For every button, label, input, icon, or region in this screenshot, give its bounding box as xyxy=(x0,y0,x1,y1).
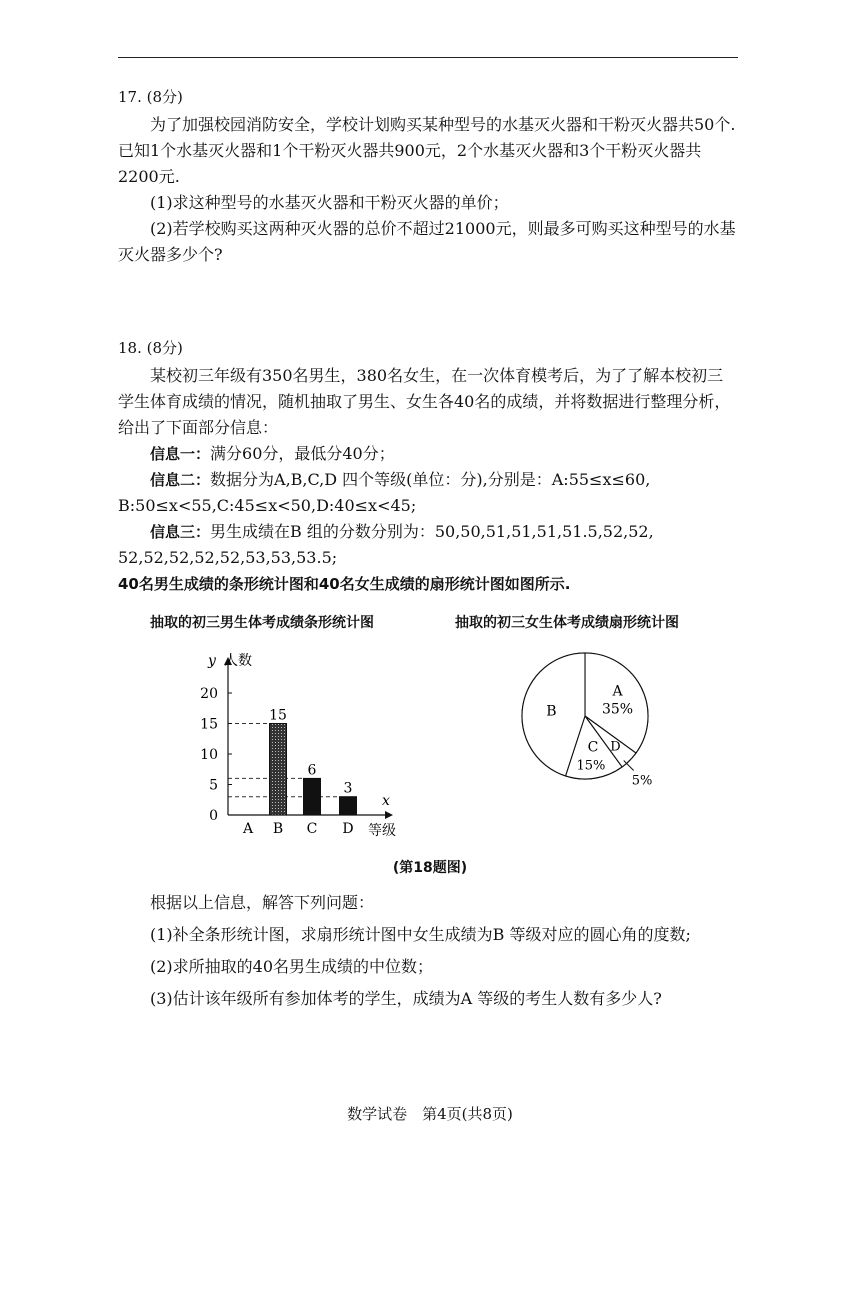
q17-intro: 为了加强校园消防安全，学校计划购买某种型号的水基灭火器和干粉灭火器共50个.已知1个水基灭火器和1个干粉灭火器共900元，2个水基灭火器和3个干粉灭火器共2200元. xyxy=(118,115,736,186)
q18-intro: 某校初三年级有350名男生，380名女生，在一次体育模考后，为了了解本校初三学生体育成绩的情况，随机抽取了男生、女生各40名的成绩，并将数据进行整理分析，给出了下面部分信息： xyxy=(118,366,731,437)
bar-D xyxy=(340,797,357,815)
q18-part1: (1)补全条形统计图，求扇形统计图中女生成绩为B 等级对应的圆心角的度数; xyxy=(150,925,691,944)
info2-label: 信息二： xyxy=(150,471,211,489)
pie-chart-caption: 抽取的初三女生体考成绩扇形统计图 xyxy=(455,615,679,631)
bar-B xyxy=(270,724,287,816)
y-tick-label-10: 10 xyxy=(200,747,218,763)
chart-captions xyxy=(150,612,710,636)
pie-label-C: C xyxy=(587,739,599,756)
bar-chart xyxy=(190,645,420,845)
q18-part3: (3)估计该年级所有参加体考的学生，成绩为A 等级的考生人数有多少人? xyxy=(150,989,662,1008)
pie-label-A: A xyxy=(612,683,623,700)
info3-text: 男生成绩在B 组的分数分别为：50,50,51,51,51,51.5,52,52, 52,52,52,52,52,53,53,53.5; xyxy=(118,522,654,567)
info2-text: 数据分为A,B,C,D 四个等级(单位：分),分别是：A:55≤x≤60, B:50≤x<55,C:45≤x<50,D:40≤x<45; xyxy=(118,470,651,515)
pie-label-B: B xyxy=(546,703,557,720)
x-tick-label-D: D xyxy=(342,821,354,837)
y-axis-label: 人数 xyxy=(224,653,252,669)
pie-chart xyxy=(510,648,680,798)
bar-value-label-D: 3 xyxy=(343,780,353,797)
y-tick-label-15: 15 xyxy=(200,716,218,733)
pie-label-D: D xyxy=(610,739,621,755)
q17-part1: (1)求这种型号的水基灭火器和干粉灭火器的单价； xyxy=(150,193,509,212)
q18-info1 xyxy=(118,441,738,467)
y-tick-label-0: 0 xyxy=(209,808,218,824)
top-rule xyxy=(118,57,738,58)
y-tick-label-5: 5 xyxy=(209,777,218,794)
pie-percent-A: 35% xyxy=(601,701,634,718)
q18-chart-intro: 40名男生成绩的条形统计图和40名女生成绩的扇形统计图如图所示. xyxy=(118,575,571,593)
q18-questions xyxy=(118,890,738,1012)
info1-label: 信息一： xyxy=(150,445,211,463)
q18-prompt: 根据以上信息，解答下列问题： xyxy=(150,893,375,912)
q18-info3 xyxy=(118,519,738,571)
x-axis-symbol: x xyxy=(382,793,390,809)
x-tick-label-B: B xyxy=(272,821,284,837)
q18-info2 xyxy=(118,467,738,519)
q17-heading: 17. (8分) xyxy=(118,88,183,106)
q18-heading: 18. (8分) xyxy=(118,339,183,357)
q17-part2: (2)若学校购买这两种灭火器的总价不超过21000元，则最多可购买这种型号的水基灭火器多少个? xyxy=(118,219,736,264)
bar-value-label-B: 15 xyxy=(269,707,287,724)
x-tick-label-C: C xyxy=(306,821,318,837)
page-footer: 数学试卷 第4页(共8页) xyxy=(347,1105,513,1123)
bar-C xyxy=(304,778,321,815)
info1-text: 满分60分，最低分40分； xyxy=(210,444,395,463)
y-axis-symbol: y xyxy=(208,653,216,669)
pie-percent-C: 15% xyxy=(576,758,606,774)
exam-page xyxy=(118,86,738,597)
bar-value-label-C: 6 xyxy=(307,762,317,779)
y-tick-label-20: 20 xyxy=(200,686,218,702)
pie-percent-D: 5% xyxy=(631,773,653,789)
bar-chart-caption: 抽取的初三男生体考成绩条形统计图 xyxy=(150,615,374,631)
info3-label: 信息三： xyxy=(150,523,211,541)
figure-caption: (第18题图) xyxy=(392,860,468,876)
x-axis-arrow xyxy=(385,811,393,819)
x-tick-label-A: A xyxy=(242,821,254,837)
q18-part2: (2)求所抽取的40名男生成绩的中位数； xyxy=(150,957,434,976)
x-axis-label: 等级 xyxy=(368,823,396,839)
